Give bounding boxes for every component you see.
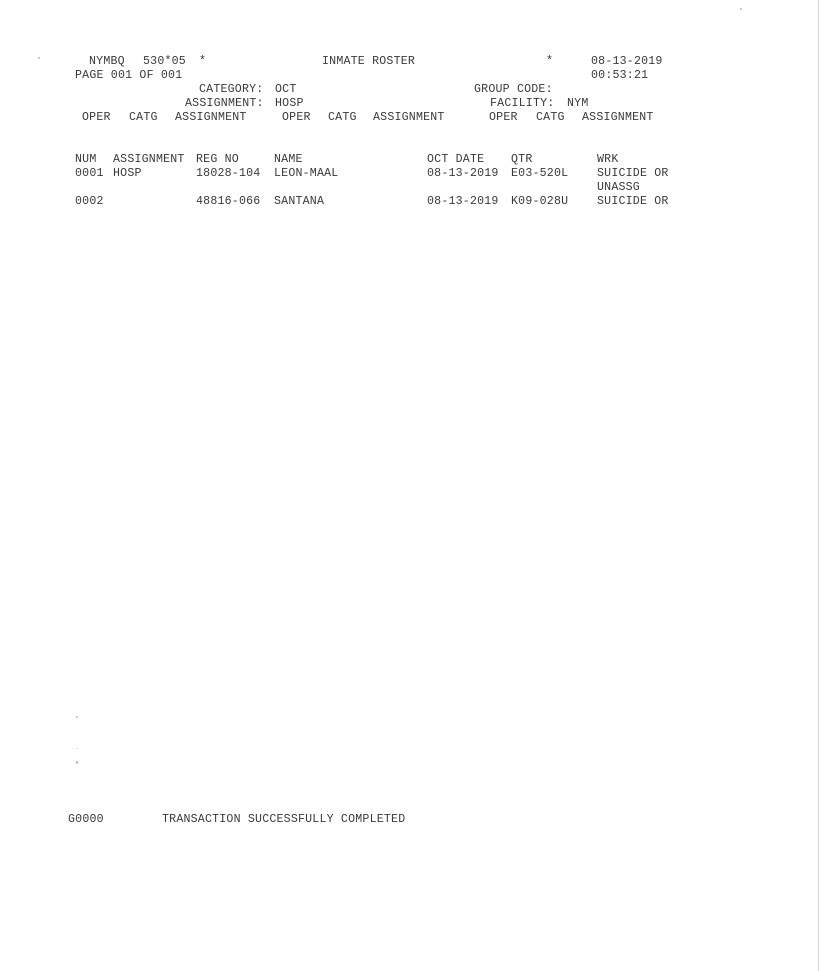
report-time: 00:53:21 bbox=[591, 69, 649, 82]
scan-speck bbox=[76, 716, 78, 718]
scan-speck bbox=[76, 761, 78, 764]
row-1-qtr: E03-520L bbox=[511, 167, 569, 180]
filter-header-oper-2: OPER bbox=[282, 111, 311, 124]
filter-header-oper-1: OPER bbox=[82, 111, 111, 124]
assignment-value: HOSP bbox=[275, 97, 304, 110]
filter-header-assignment-1: ASSIGNMENT bbox=[175, 111, 247, 124]
scan-speck bbox=[740, 8, 742, 10]
row-2-num: 0002 bbox=[75, 195, 104, 208]
row-2-wrk: SUICIDE OR bbox=[597, 195, 669, 208]
filter-header-catg-2: CATG bbox=[328, 111, 357, 124]
row-2-oct-date: 08-13-2019 bbox=[427, 195, 499, 208]
report-date: 08-13-2019 bbox=[591, 55, 663, 68]
scan-speck bbox=[38, 57, 40, 59]
system-id: NYMBQ bbox=[89, 55, 125, 68]
facility-label: FACILITY: bbox=[490, 97, 555, 110]
column-header-reg-no: REG NO bbox=[196, 153, 239, 166]
status-code: G0000 bbox=[68, 813, 104, 826]
column-header-assignment: ASSIGNMENT bbox=[113, 153, 185, 166]
filter-header-catg-1: CATG bbox=[129, 111, 158, 124]
column-header-num: NUM bbox=[75, 153, 97, 166]
column-header-qtr: QTR bbox=[511, 153, 533, 166]
row-1-reg-no: 18028-104 bbox=[196, 167, 261, 180]
row-2-name: SANTANA bbox=[274, 195, 325, 208]
category-label: CATEGORY: bbox=[199, 83, 264, 96]
row-1-wrk-continued: UNASSG bbox=[597, 181, 640, 194]
facility-value: NYM bbox=[567, 97, 589, 110]
star-right: * bbox=[546, 55, 554, 68]
scan-edge-line bbox=[818, 0, 819, 971]
column-header-oct-date: OCT DATE bbox=[427, 153, 485, 166]
assignment-label: ASSIGNMENT: bbox=[185, 97, 264, 110]
category-value: OCT bbox=[275, 83, 297, 96]
column-header-name: NAME bbox=[274, 153, 303, 166]
scan-speck bbox=[77, 748, 78, 749]
row-1-wrk: SUICIDE OR bbox=[597, 167, 669, 180]
star-left: * bbox=[199, 55, 207, 68]
report-title: INMATE ROSTER bbox=[322, 55, 416, 68]
column-header-wrk: WRK bbox=[597, 153, 619, 166]
row-1-name: LEON-MAAL bbox=[274, 167, 339, 180]
status-message: TRANSACTION SUCCESSFULLY COMPLETED bbox=[162, 813, 406, 826]
row-1-oct-date: 08-13-2019 bbox=[427, 167, 499, 180]
filter-header-assignment-2: ASSIGNMENT bbox=[373, 111, 445, 124]
row-2-reg-no: 48816-066 bbox=[196, 195, 261, 208]
filter-header-oper-3: OPER bbox=[489, 111, 518, 124]
row-2-qtr: K09-028U bbox=[511, 195, 569, 208]
page-indicator: PAGE 001 OF 001 bbox=[75, 69, 183, 82]
filter-header-assignment-3: ASSIGNMENT bbox=[582, 111, 654, 124]
filter-header-catg-3: CATG bbox=[536, 111, 565, 124]
row-1-num: 0001 bbox=[75, 167, 104, 180]
row-1-assignment: HOSP bbox=[113, 167, 142, 180]
program-code: 530*05 bbox=[143, 55, 186, 68]
group-code-label: GROUP CODE: bbox=[474, 83, 553, 96]
